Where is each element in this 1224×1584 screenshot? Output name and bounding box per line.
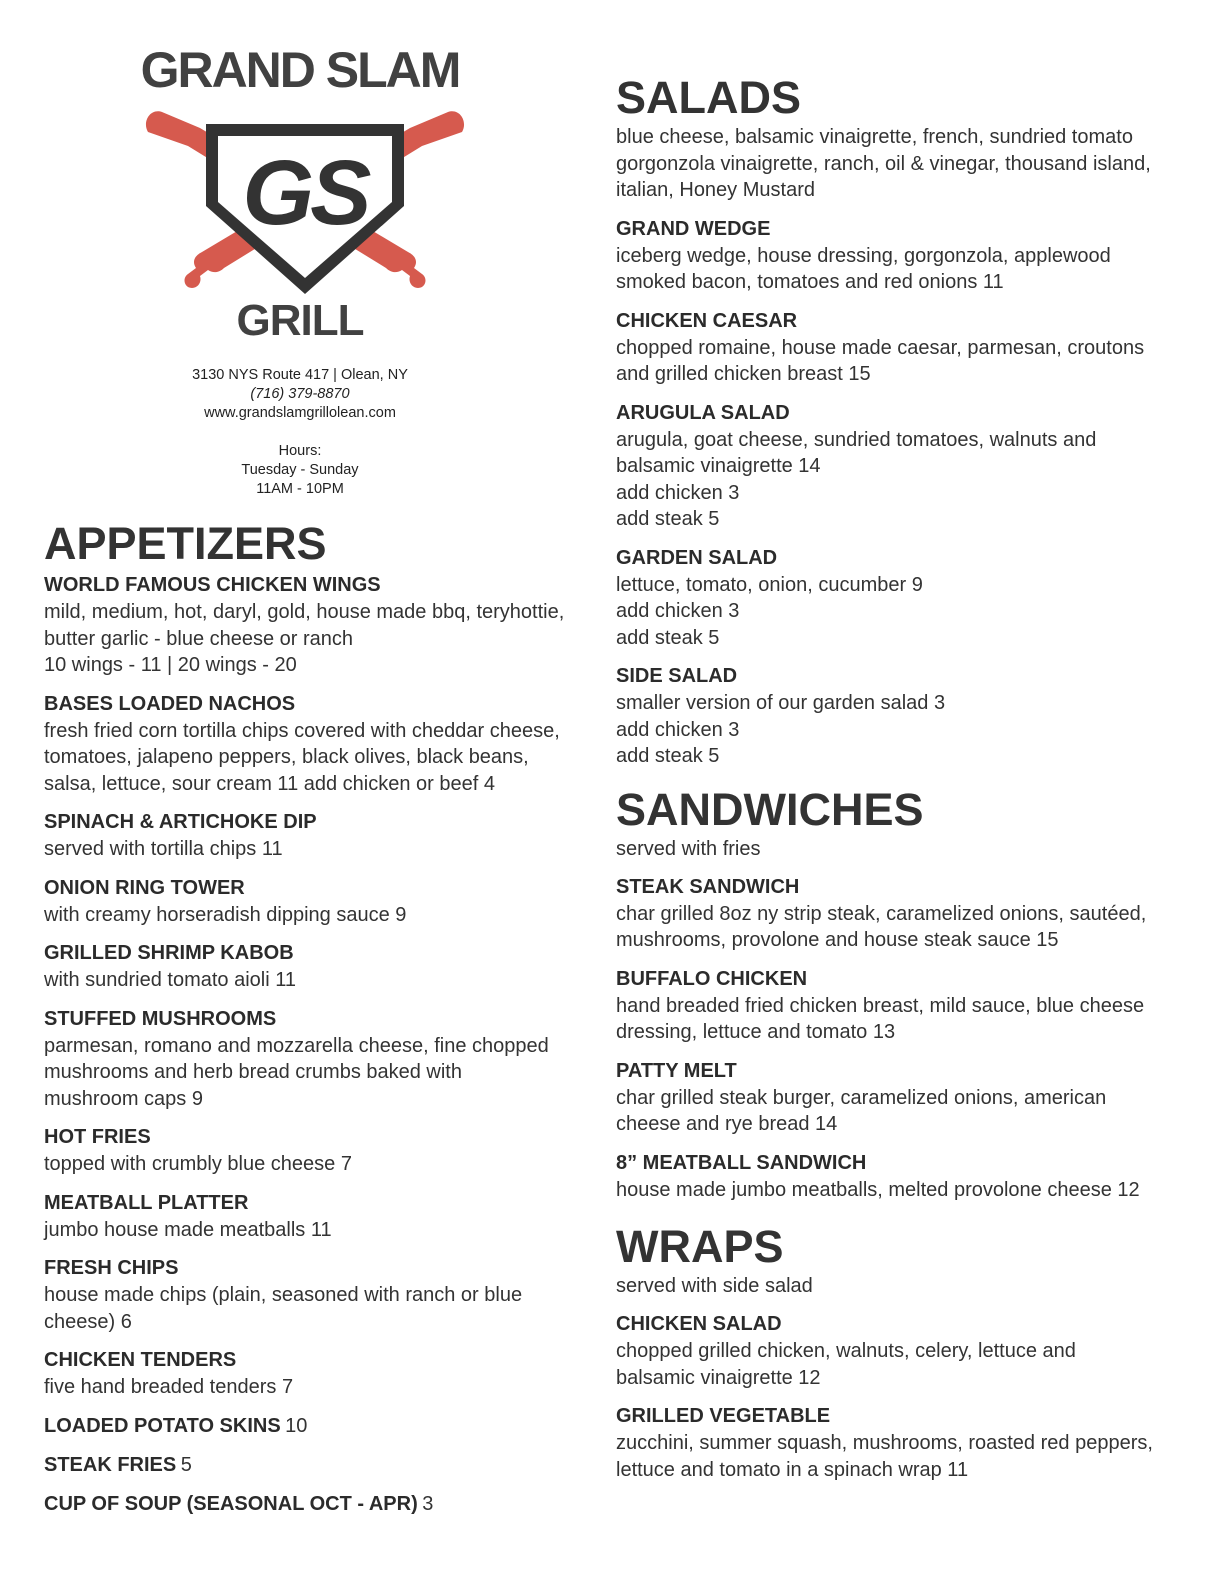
menu-item [44,1006,604,1113]
item-price: 5 [180,1453,192,1476]
menu-item [616,308,1196,388]
item-description: house made jumbo meatballs, melted provolone cheese 12 [616,1178,1140,1201]
item-name: SIDE SALAD [616,665,738,687]
menu-item [44,875,604,929]
item-price: 3 [422,1492,434,1515]
right-column [616,72,1196,1491]
menu-item [616,966,1196,1046]
address: 3130 NYS Route 417 | Olean, NY [192,367,408,383]
section-title-wraps: WRAPS [616,1221,784,1272]
item-description: iceberg wedge, house dressing, gorgonzola, applewood smoked bacon, tomatoes and red onions 11 [616,244,1111,293]
item-name: SPINACH & ARTICHOKE DIP [44,811,317,833]
item-name: GRILLED VEGETABLE [616,1405,831,1427]
menu-item [44,1124,604,1178]
wraps-section [616,1221,1196,1483]
item-description: smaller version of our garden salad 3 add chicken 3 add steak 5 [616,692,946,767]
item-price: 10 [285,1414,308,1437]
hours-label: Hours: [278,443,322,459]
menu-item [616,545,1196,652]
appetizers-section [44,518,604,1518]
item-name: GRILLED SHRIMP KABOB [44,942,294,964]
menu-item-inline [44,1413,604,1440]
item-description: fresh fried corn tortilla chips covered with cheddar cheese, tomatoes, jalapeno peppers, black olives, black beans, salsa, lettuce, sour cream 11 add chicken or beef 4 [44,719,560,795]
item-description: topped with crumbly blue cheese 7 [44,1153,352,1175]
item-name: LOADED POTATO SKINS [44,1414,281,1437]
item-name: CHICKEN SALAD [616,1313,782,1335]
hours-days: Tuesday - Sunday [241,462,359,478]
item-name: BUFFALO CHICKEN [616,967,808,990]
item-description: char grilled 8oz ny strip steak, caramelized onions, sautéed, mushrooms, provolone and house steak sauce 15 [616,902,1147,951]
item-description: served with tortilla chips 11 [44,838,283,860]
website: www.grandslamgrillolean.com [204,405,396,421]
menu-item [44,572,604,679]
menu-item [44,1347,604,1401]
item-name: WORLD FAMOUS CHICKEN WINGS [44,574,381,596]
item-description: hand breaded fried chicken breast, mild sauce, blue cheese dressing, lettuce and tomato 13 [616,994,1145,1043]
section-subtitle: served with fries [616,837,761,860]
menu-item-inline [44,1452,604,1479]
menu-item [616,1058,1196,1138]
item-description: chopped romaine, house made caesar, parmesan, croutons and grilled chicken breast 15 [616,336,1145,385]
left-column [44,0,604,1584]
menu-item-inline [44,1491,604,1518]
menu-item [616,400,1196,533]
item-name: STUFFED MUSHROOMS [44,1007,277,1030]
item-name: HOT FRIES [44,1126,151,1148]
item-name: ONION RING TOWER [44,876,245,899]
logo-name-top: GRAND SLAM [140,42,460,98]
item-description: parmesan, romano and mozzarella cheese, fine chopped mushrooms and herb bread crumbs baked with mushroom caps 9 [44,1034,549,1110]
sandwiches-section [616,784,1196,1204]
hours-times: 11AM - 10PM [256,481,344,497]
menu-item [44,1190,604,1244]
item-description: char grilled steak burger, caramelized onions, american cheese and rye bread 14 [616,1086,1107,1135]
logo-name-bottom: GRILL [236,296,364,345]
item-name: FRESH CHIPS [44,1257,179,1279]
menu-item [616,216,1196,296]
item-description: arugula, goat cheese, sundried tomatoes, walnuts and balsamic vinaigrette 14 add chicken 3 add steak 5 [616,428,1097,530]
section-title-appetizers: APPETIZERS [44,518,327,569]
menu-item [44,940,604,994]
salads-section [616,72,1196,770]
item-description: with creamy horseradish dipping sauce 9 [44,903,407,926]
phone-number: (716) 379-8870 [250,386,350,402]
item-name: STEAK FRIES [44,1453,177,1476]
section-title-sandwiches: SANDWICHES [616,783,924,835]
menu-item [44,691,604,798]
logo-monogram: GS [242,142,368,244]
item-name: CUP OF SOUP (SEASONAL OCT - APR) [44,1492,418,1515]
item-description: with sundried tomato aioli 11 [44,969,296,991]
contact-info [140,366,460,499]
section-title-salads: SALADS [616,72,802,123]
item-description: jumbo house made meatballs 11 [44,1218,332,1241]
baseball-bats-home-plate-icon [140,102,470,302]
item-name: CHICKEN TENDERS [44,1349,237,1371]
item-name: ARUGULA SALAD [616,401,790,424]
menu-item [44,809,604,863]
menu-item [616,874,1196,954]
item-name: MEATBALL PLATTER [44,1191,249,1214]
item-name: GARDEN SALAD [616,546,778,569]
item-description: mild, medium, hot, daryl, gold, house made bbq, teryhottie, butter garlic - blue cheese or ranch 10 wings - 11 | 20 wings - 20 [44,601,565,676]
dressing-list: blue cheese, balsamic vinaigrette, french, sundried tomato gorgonzola vinaigrette, ranch, oil & vinegar, thousand island, italian, Honey Mustard [616,126,1151,201]
menu-item [616,663,1196,770]
menu-item [616,1403,1196,1483]
logo [140,44,460,344]
section-subtitle: served with side salad [616,1275,813,1297]
item-description: lettuce, tomato, onion, cucumber 9 add chicken 3 add steak 5 [616,573,923,649]
item-name: PATTY MELT [616,1059,737,1082]
item-name: GRAND WEDGE [616,217,771,240]
item-description: zucchini, summer squash, mushrooms, roasted red peppers, lettuce and tomato in a spinach wrap 11 [616,1432,1153,1481]
item-description: chopped grilled chicken, walnuts, celery, lettuce and balsamic vinaigrette 12 [616,1340,1076,1389]
menu-item [616,1150,1196,1204]
item-name: CHICKEN CAESAR [616,309,798,332]
item-name: BASES LOADED NACHOS [44,692,296,715]
item-name: 8” MEATBALL SANDWICH [616,1151,867,1174]
menu-item [44,1255,604,1335]
menu-item [616,1311,1196,1391]
item-name: STEAK SANDWICH [616,875,800,898]
item-description: house made chips (plain, seasoned with ranch or blue cheese) 6 [44,1284,523,1333]
item-description: five hand breaded tenders 7 [44,1376,294,1398]
